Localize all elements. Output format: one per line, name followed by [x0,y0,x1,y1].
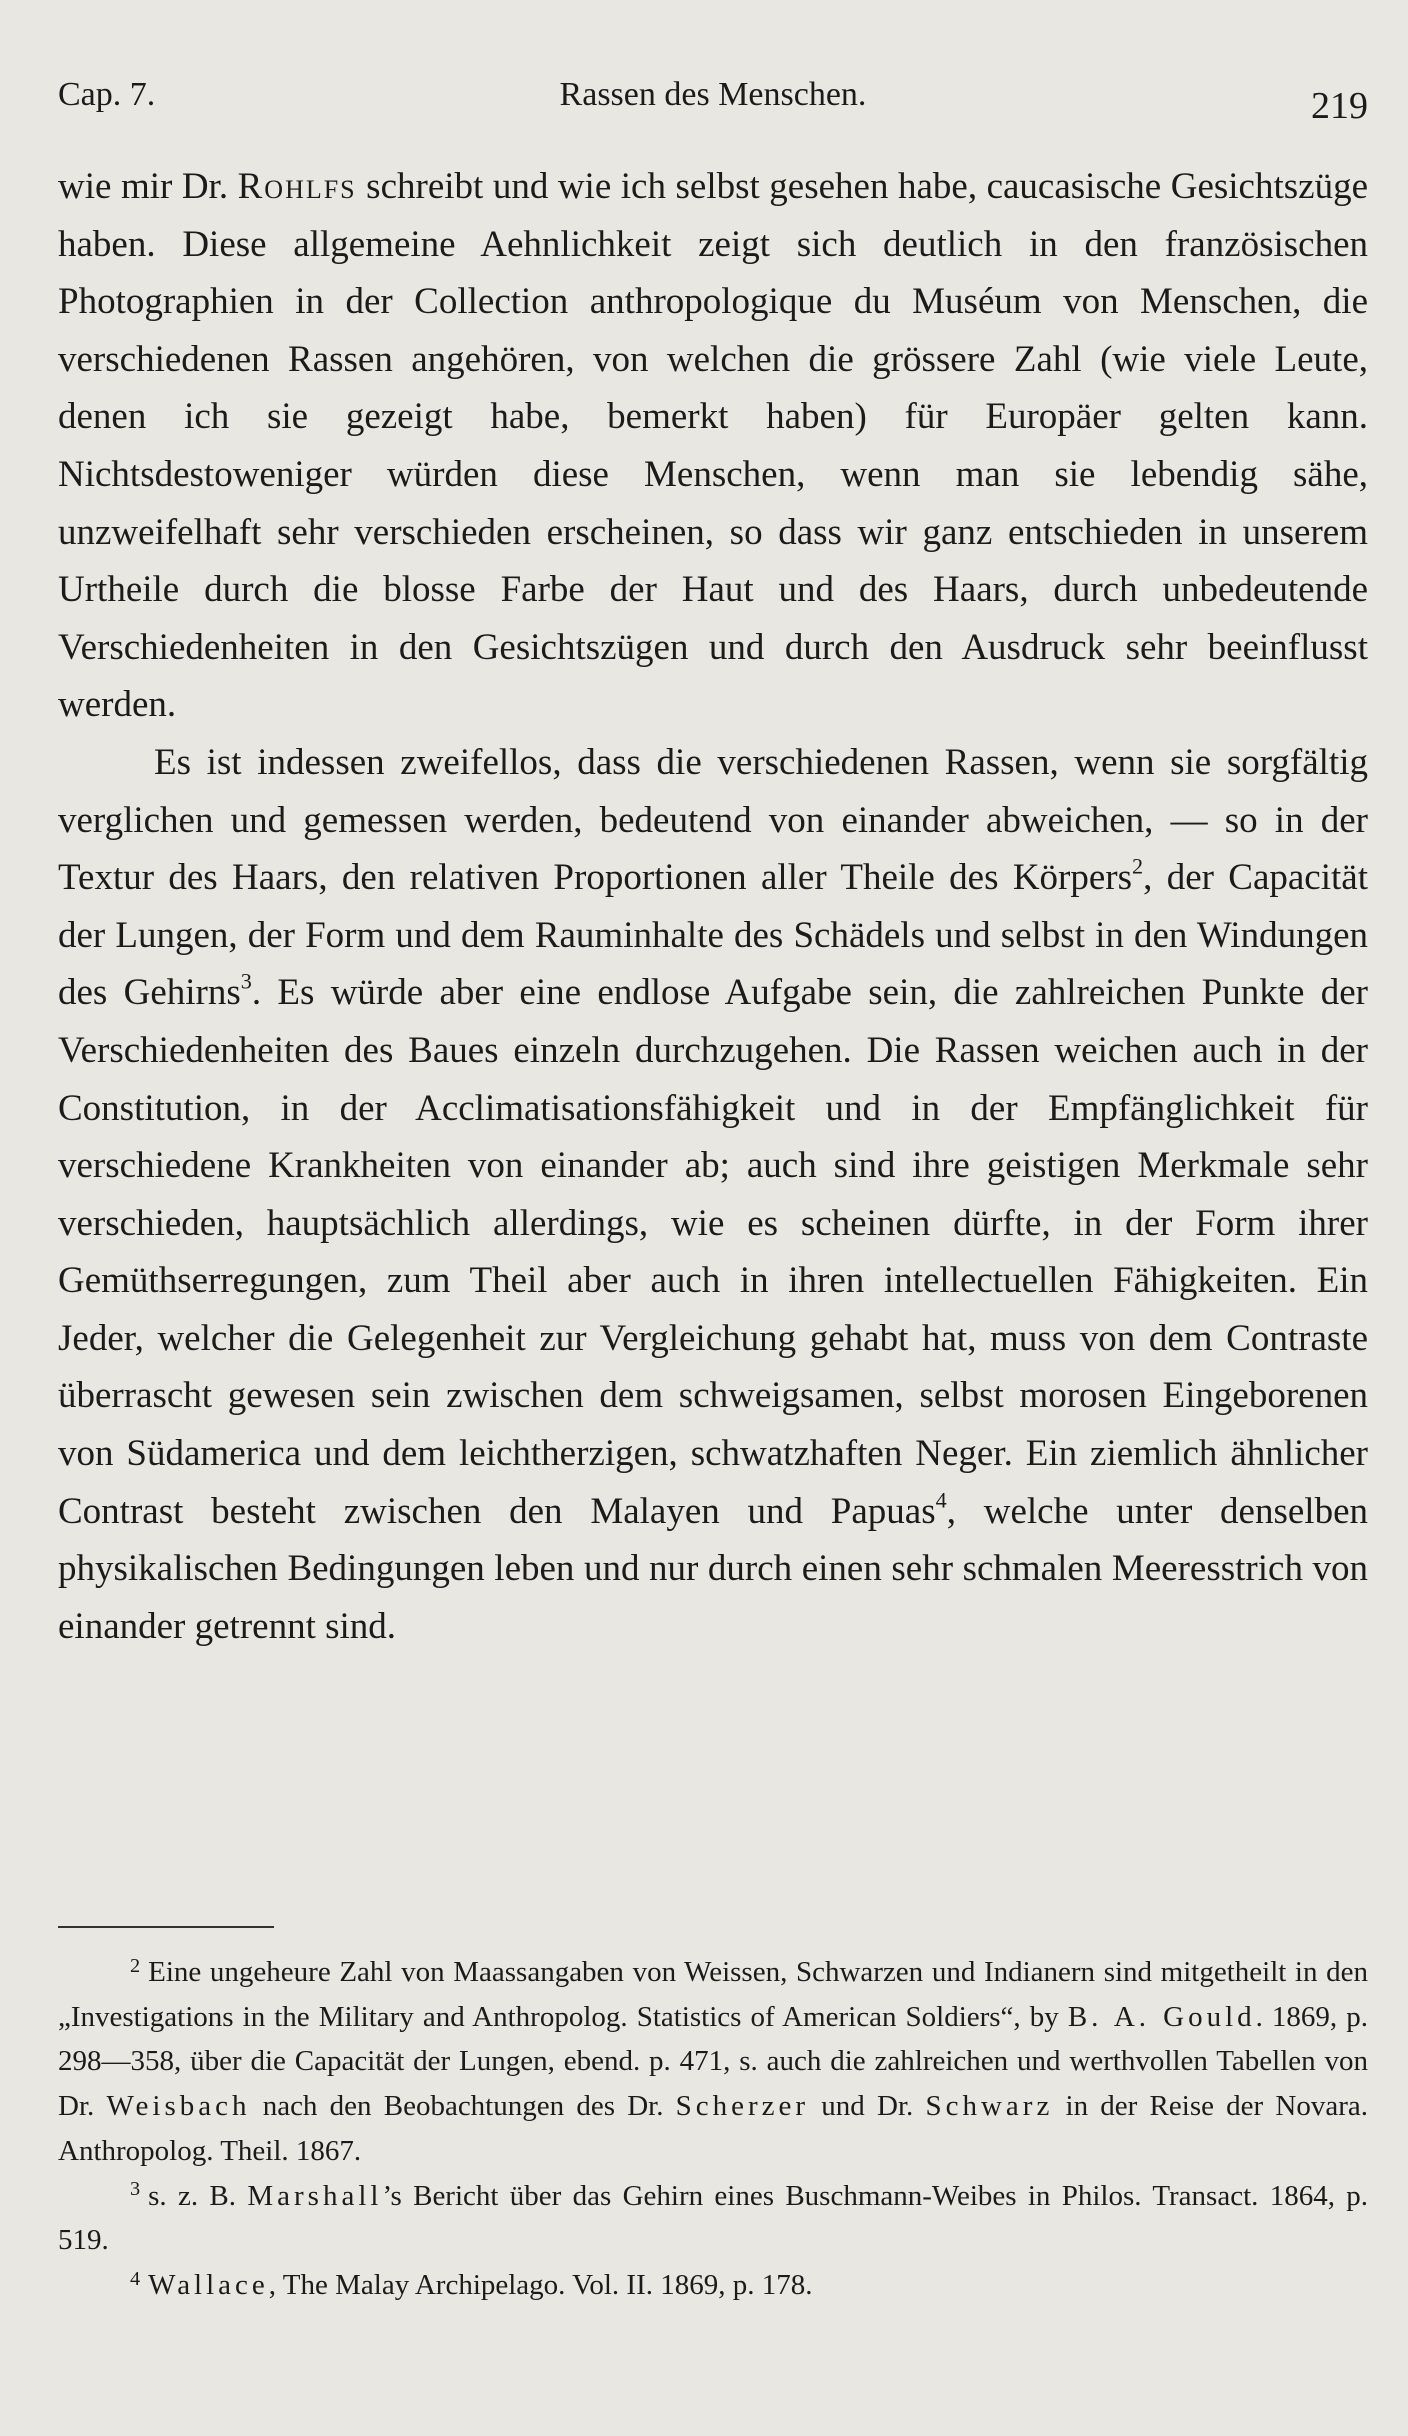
author-name: Rohlfs [237,166,357,207]
author-name: Schwarz [925,2090,1054,2123]
text-span: schreibt und wie ich selbst gesehen habe, caucasische Gesichtszüge haben. Diese allgemeine Aehnlichkeit zeigt sich deutlich in den französischen Photographien in der Collection anthropologique du Muséum von Menschen, die verschiedenen Rassen angehören, von welchen die grössere Zahl (wie viele Leute, denen ich sie gezeigt habe, bemerkt haben) für Europäer gelten kann. Nichtsdestoweniger würden diese Menschen, wenn man sie lebendig sähe, unzweifelhaft sehr verschieden erscheinen, so dass wir ganz entschieden in unserem Urtheile durch die blosse Farbe der Haut und des Haars, durch unbedeutende Verschiedenheiten in den Gesichtszügen und durch den Ausdruck sehr beeinflusst werden. [58,166,1368,726]
footnote-ref: 2 [1132,853,1144,879]
author-name: Marshall [247,2179,383,2212]
text-span: in der Reise der Novara. Anthropolog. Theil. 1867. [58,2090,1369,2167]
text-span: wie mir Dr. [58,166,238,207]
author-name: Scherzer [675,2090,810,2123]
text-span: ’s Bericht über das Gehirn eines Buschmann-Weibes in Philos. Transact. 1864, p. 519. [58,2179,1369,2257]
author-name: B. A. Gould [1067,2000,1256,2033]
footnote-number: 2 [130,1954,141,1977]
running-head [58,70,1368,127]
footnote-number: 3 [130,2178,141,2201]
footnote-2 [58,1950,1368,2174]
text-span: und Dr. [809,2090,926,2123]
text-span: , The Malay Archipelago. Vol. II. 1869, p. 178. [268,2268,813,2301]
text-span: Eine ungeheure Zahl von Maassangaben von Weissen, Schwarzen und Indianern sind mitgetheilt in den „Investigations in the Military and Anthropolog. Statistics of American Soldiers“, by [58,1956,1368,2033]
author-name: Wallace [148,2268,269,2301]
text-span: s. z. B. [148,2179,248,2212]
text-span: , der Capacität der Lungen, der Form und dem Rauminhalte des Schädels und selbst in den Windungen des Gehirns [58,857,1368,1014]
text-span: . 1869, p. 298—358, über die Capacität der Lungen, ebend. p. 471, s. auch die zahlreichen und werthvollen Tabellen von Dr. [58,2000,1368,2123]
footnote-number: 4 [130,2267,141,2290]
chapter-label: Cap. 7. [58,76,156,113]
footnote-4 [58,2263,1368,2308]
page-number: 219 [1311,85,1368,127]
paragraph-2 [58,734,1368,1656]
text-span: nach den Beobachtungen des Dr. [250,2090,676,2123]
main-text [58,158,1368,1655]
footnote-3 [58,2174,1368,2263]
paragraph-1 [58,158,1368,734]
running-title: Rassen des Menschen. [559,76,867,113]
footnote-ref: 3 [240,968,252,994]
text-span: Es ist indessen zweifellos, dass die verschiedenen Rassen, wenn sie sorgfältig verglichen und gemessen werden, bedeutend von einander abweichen, — so in der Textur des Haars, den relativen Proportionen aller Theile des Körpers [58,741,1368,899]
text-span: , welche unter denselben physikalischen Bedingungen leben und nur durch einen sehr schmalen Meeresstrich von einander getrennt sind. [58,1490,1368,1647]
author-name: Weisbach [106,2090,251,2123]
footnote-divider [58,1926,274,1928]
footnotes [58,1950,1368,2308]
footnote-ref: 4 [935,1487,947,1513]
text-span: . Es würde aber eine endlose Aufgabe sein, die zahlreichen Punkte der Verschiedenheiten des Baues einzeln durchzugehen. Die Rassen weichen auch in der Constitution, in der Acclimatisationsfähigkeit und in der Empfänglichkeit für verschiedene Krankheiten von einander ab; auch sind ihre geistigen Merkmale sehr verschieden, hauptsächlich allerdings, wie es scheinen dürfte, in der Form ihrer Gemüthserregungen, zum Theil aber auch in ihren intellectuellen Fähigkeiten. Ein Jeder, welcher die Gelegenheit zur Vergleichung gehabt hat, muss von dem Contraste überrascht gewesen sein zwischen dem schweigsamen, selbst morosen Eingeborenen von Südamerica und dem leichtherzigen, schwatzhaften Neger. Ein ziemlich ähnlicher Contrast besteht zwischen den Malayen und Papuas [58,972,1368,1532]
